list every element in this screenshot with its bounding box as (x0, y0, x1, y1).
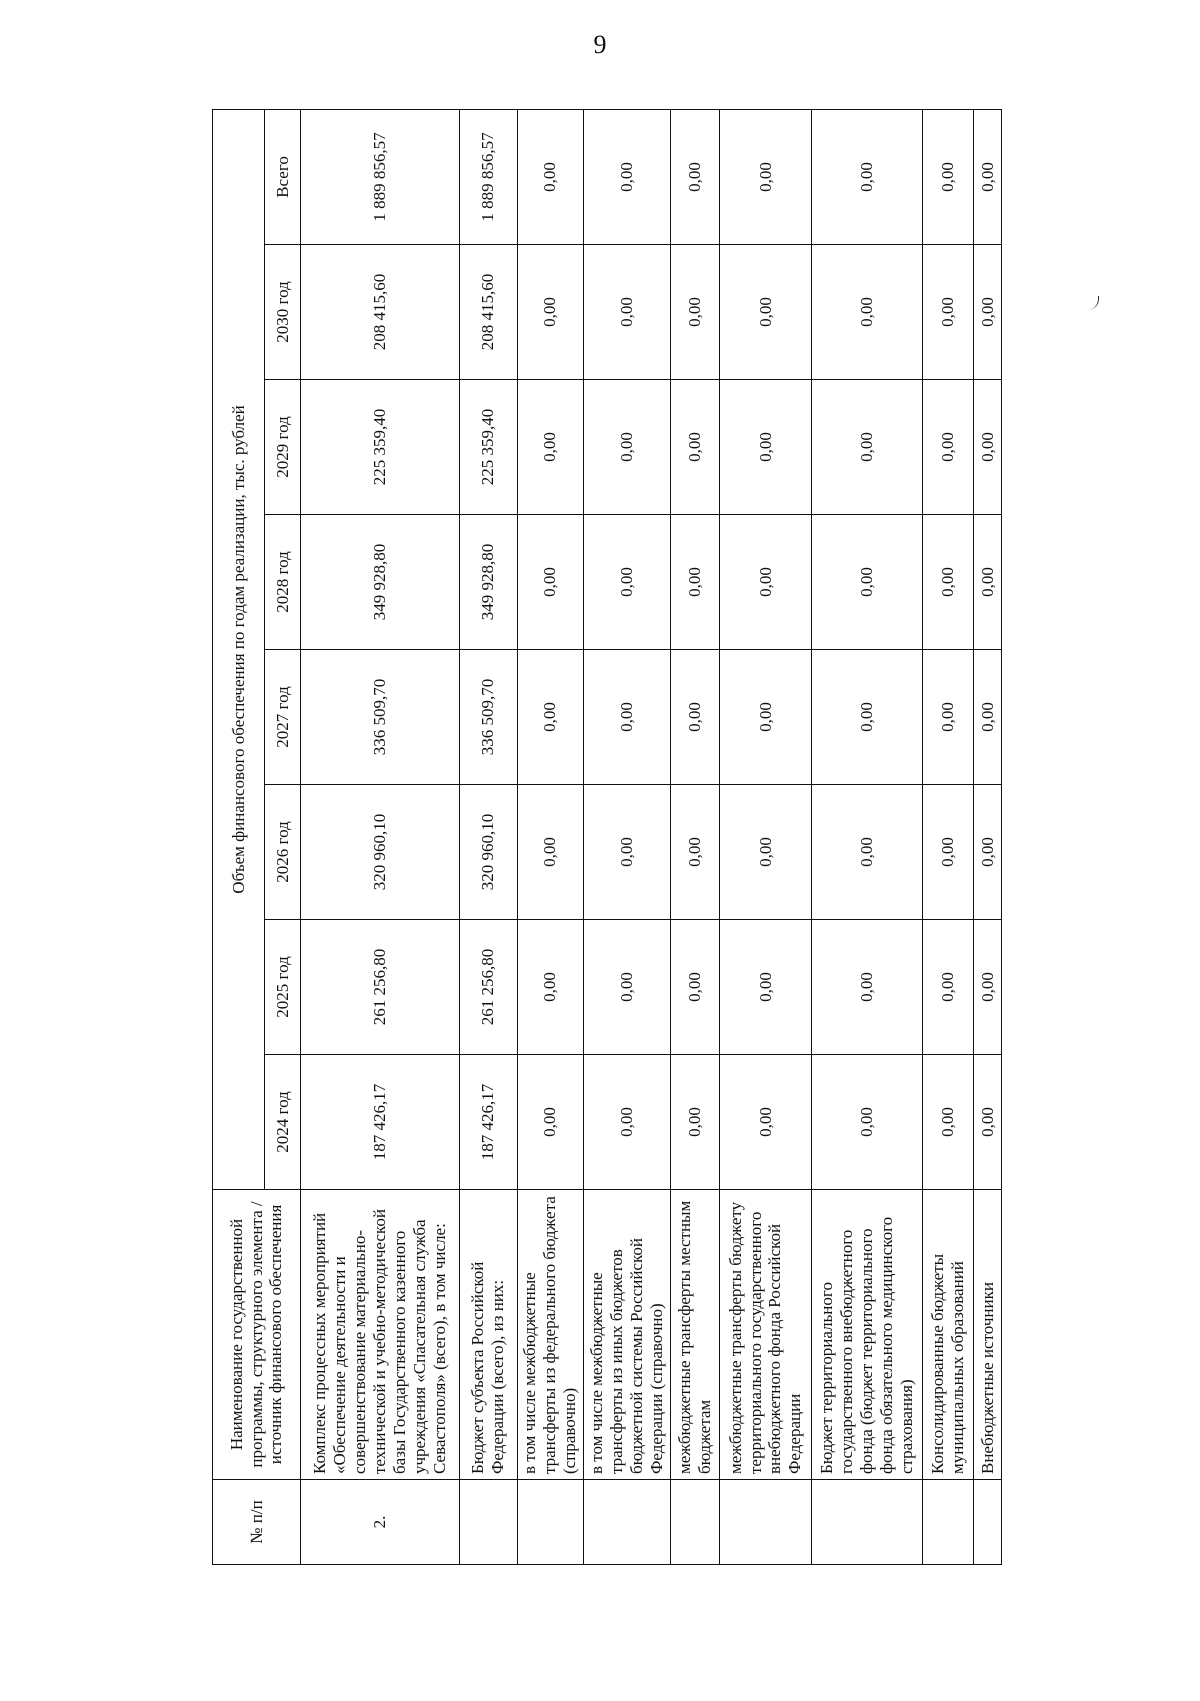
header-name: Наименование государственной программы, структурного элемента / источник финансового обеспечения (213, 1190, 301, 1480)
value-cell: 0,00 (517, 380, 583, 515)
header-index: № п/п (213, 1480, 301, 1565)
value-cell: 0,00 (583, 380, 670, 515)
header-year: 2024 год (265, 1055, 301, 1190)
value-cell: 0,00 (812, 380, 923, 515)
row-index (812, 1480, 923, 1565)
rotated-table-container (212, 110, 1002, 1565)
value-cell: 187 426,17 (301, 1055, 460, 1190)
value-cell: 0,00 (974, 245, 1002, 380)
value-cell: 0,00 (517, 515, 583, 650)
value-cell: 261 256,80 (301, 920, 460, 1055)
total-cell: 0,00 (974, 109, 1002, 244)
value-cell: 0,00 (812, 920, 923, 1055)
value-cell: 0,00 (922, 515, 973, 650)
header-year: 2028 год (265, 515, 301, 650)
table-row (583, 109, 670, 1564)
value-cell: 0,00 (517, 245, 583, 380)
row-name: Бюджет территориального государственного внебюджетного фонда (бюджет территориального фонда обязательного медицинского страхования) (812, 1190, 923, 1480)
value-cell: 0,00 (922, 380, 973, 515)
value-cell: 0,00 (922, 1055, 973, 1190)
row-index (719, 1480, 811, 1565)
row-index (670, 1480, 719, 1565)
value-cell: 187 426,17 (460, 1055, 517, 1190)
value-cell: 0,00 (974, 380, 1002, 515)
value-cell: 0,00 (670, 650, 719, 785)
row-name: межбюджетные трансферты бюджету территориального государственного внебюджетного фонда Российской Федерации (719, 1190, 811, 1480)
value-cell: 0,00 (812, 245, 923, 380)
value-cell: 320 960,10 (460, 785, 517, 920)
value-cell: 0,00 (583, 245, 670, 380)
value-cell: 0,00 (974, 515, 1002, 650)
value-cell: 336 509,70 (301, 650, 460, 785)
page-number: 9 (593, 30, 607, 59)
value-cell: 0,00 (719, 380, 811, 515)
value-cell: 0,00 (719, 515, 811, 650)
table-row (517, 109, 583, 1564)
value-cell: 0,00 (812, 785, 923, 920)
value-cell: 225 359,40 (301, 380, 460, 515)
value-cell: 349 928,80 (460, 515, 517, 650)
table-row (460, 109, 517, 1564)
header-year: 2027 год (265, 650, 301, 785)
total-cell: 0,00 (517, 109, 583, 244)
value-cell: 225 359,40 (460, 380, 517, 515)
row-name: в том числе межбюджетные трансферты из иных бюджетов бюджетной системы Российской Федерации (справочно) (583, 1190, 670, 1480)
value-cell: 0,00 (517, 920, 583, 1055)
value-cell: 0,00 (583, 515, 670, 650)
value-cell: 0,00 (719, 785, 811, 920)
row-name: Комплекс процессных мероприятий «Обеспечение деятельности и совершенствование материально-технической и учебно-методической базы Государственного казенного учреждения «Спасательная служба Севастополя» (всего), в том числе: (301, 1190, 460, 1480)
header-row-1 (213, 109, 265, 1564)
total-cell: 0,00 (583, 109, 670, 244)
row-index (517, 1480, 583, 1565)
row-index (922, 1480, 973, 1565)
value-cell: 0,00 (974, 785, 1002, 920)
row-name: Внебюджетные источники (974, 1190, 1002, 1480)
value-cell: 0,00 (812, 650, 923, 785)
value-cell: 0,00 (670, 1055, 719, 1190)
table-row (974, 109, 1002, 1564)
table-row (922, 109, 973, 1564)
value-cell: 0,00 (812, 1055, 923, 1190)
value-cell: 0,00 (922, 650, 973, 785)
table-row (719, 109, 811, 1564)
value-cell: 261 256,80 (460, 920, 517, 1055)
value-cell: 208 415,60 (301, 245, 460, 380)
value-cell: 0,00 (670, 785, 719, 920)
financing-table (212, 109, 1002, 1565)
header-year: 2025 год (265, 920, 301, 1055)
row-name: межбюджетные трансферты местным бюджетам (670, 1190, 719, 1480)
value-cell: 208 415,60 (460, 245, 517, 380)
value-cell: 336 509,70 (460, 650, 517, 785)
row-name: Консолидированные бюджеты муниципальных образований (922, 1190, 973, 1480)
value-cell: 0,00 (719, 650, 811, 785)
value-cell: 0,00 (517, 785, 583, 920)
row-index (583, 1480, 670, 1565)
value-cell: 320 960,10 (301, 785, 460, 920)
value-cell: 0,00 (922, 785, 973, 920)
value-cell: 0,00 (670, 245, 719, 380)
value-cell: 0,00 (719, 1055, 811, 1190)
value-cell: 0,00 (922, 920, 973, 1055)
value-cell: 0,00 (719, 245, 811, 380)
row-name: в том числе межбюджетные трансферты из федерального бюджета (справочно) (517, 1190, 583, 1480)
row-index: 2. (301, 1480, 460, 1565)
value-cell: 349 928,80 (301, 515, 460, 650)
value-cell: 0,00 (922, 245, 973, 380)
header-total: Всего (265, 109, 301, 244)
header-volume: Объем финансового обеспечения по годам реализации, тыс. рублей (213, 109, 265, 1189)
row-index (974, 1480, 1002, 1565)
value-cell: 0,00 (670, 380, 719, 515)
table-row (812, 109, 923, 1564)
stray-pen-mark (1088, 296, 1099, 310)
table-row (301, 109, 460, 1564)
total-cell: 0,00 (719, 109, 811, 244)
total-cell: 0,00 (812, 109, 923, 244)
header-year: 2029 год (265, 380, 301, 515)
row-index (460, 1480, 517, 1565)
table-row (670, 109, 719, 1564)
row-name: Бюджет субъекта Российской Федерации (всего), из них: (460, 1190, 517, 1480)
header-year: 2026 год (265, 785, 301, 920)
total-cell: 1 889 856,57 (301, 109, 460, 244)
value-cell: 0,00 (517, 1055, 583, 1190)
value-cell: 0,00 (812, 515, 923, 650)
header-year: 2030 год (265, 245, 301, 380)
value-cell: 0,00 (670, 920, 719, 1055)
value-cell: 0,00 (719, 920, 811, 1055)
value-cell: 0,00 (974, 1055, 1002, 1190)
total-cell: 1 889 856,57 (460, 109, 517, 244)
total-cell: 0,00 (670, 109, 719, 244)
value-cell: 0,00 (583, 920, 670, 1055)
value-cell: 0,00 (670, 515, 719, 650)
value-cell: 0,00 (517, 650, 583, 785)
value-cell: 0,00 (583, 785, 670, 920)
value-cell: 0,00 (583, 1055, 670, 1190)
value-cell: 0,00 (974, 650, 1002, 785)
value-cell: 0,00 (974, 920, 1002, 1055)
total-cell: 0,00 (922, 109, 973, 244)
value-cell: 0,00 (583, 650, 670, 785)
